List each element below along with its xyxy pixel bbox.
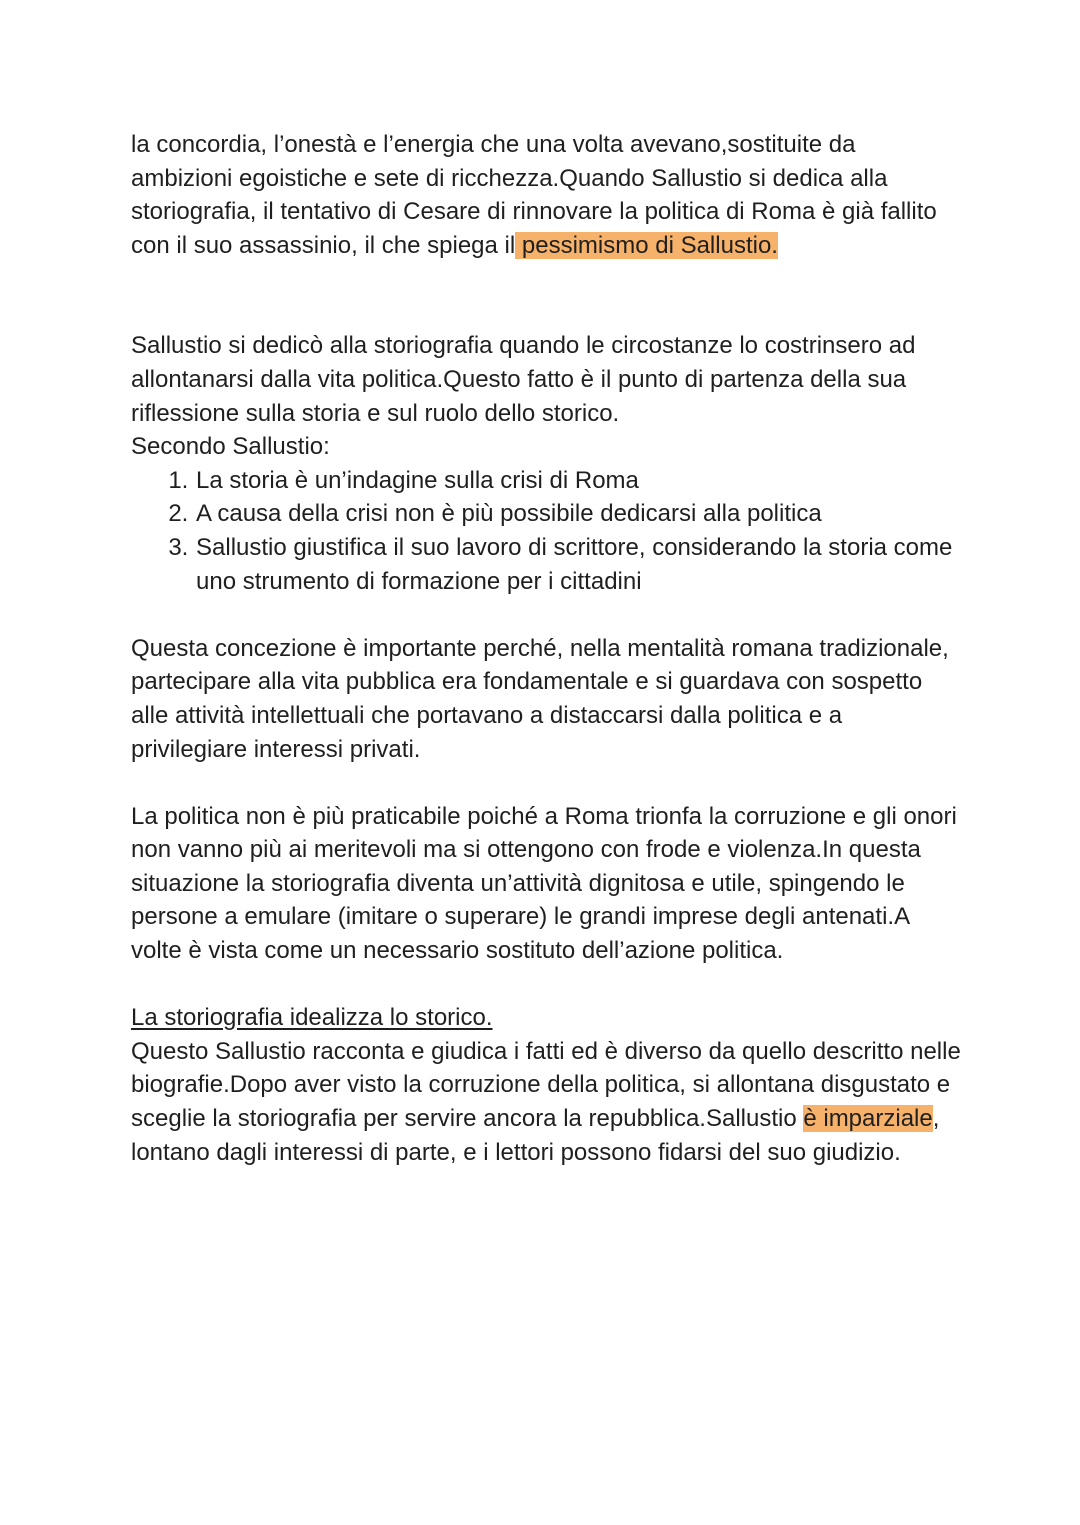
spacer <box>131 766 961 800</box>
highlight-pessimismo: pessimismo di Sallustio. <box>515 231 778 259</box>
highlight-imparziale: è imparziale <box>803 1105 933 1133</box>
paragraph-2: Sallustio si dedicò alla storiografia quando le circostanze lo costrinsero ad allontanarsi dalla vita politica.Questo fatto è il punto di partenza della sua riflessione sulla storia e sul ruolo dello storico. <box>131 332 916 427</box>
section-heading: La storiografia idealizza lo storico. <box>131 1004 493 1032</box>
list-item: 2. A causa della crisi non è più possibile dedicarsi alla politica <box>195 497 961 531</box>
paragraph-3: Questa concezione è importante perché, nella mentalità romana tradizionale, partecipare alla vita pubblica era fondamentale e si guardava con sospetto alle attività intellettuali che portavano a distaccarsi dalla politica e a privilegiare interessi privati. <box>131 634 949 763</box>
paragraph-4: La politica non è più praticabile poiché a Roma trionfa la corruzione e gli onori non vanno più ai meritevoli ma si ottengono con frode e violenza.In questa situazione la storiografia diventa un’attività dignitosa e utile, spingendo le persone a emulare (imitare o superare) le grandi imprese degli antenati.A volte è vista come un necessario sostituto dell’azione politica. <box>131 802 957 965</box>
spacer <box>131 262 961 329</box>
numbered-list <box>131 464 961 598</box>
list-item: 3. Sallustio giustifica il suo lavoro di scrittore, considerando la storia come uno strumento di formazione per i cittadini <box>195 531 961 598</box>
document-body <box>131 128 961 1169</box>
paragraph-1-text: la concordia, l’onestà e l’energia che una volta avevano,sostituite da ambizioni egoistiche e sete di ricchezza.Quando Sallustio si dedica alla storiografia, il tentativo di Cesare di rinnovare la politica di Roma è già fallito con il suo assassinio, il che spiega il <box>131 131 937 259</box>
paragraph-5-text-before: Questo Sallustio racconta e giudica i fatti ed è diverso da quello descritto nelle biografie.Dopo aver visto la corruzione della politica, si allontana disgustato e sceglie la storiografia per servire ancora la repubblica.Sallustio <box>131 1037 961 1133</box>
paragraph-5 <box>131 1035 961 1169</box>
list-item: 1. La storia è un’indagine sulla crisi di Roma <box>195 464 961 498</box>
paragraph-1 <box>131 128 961 262</box>
paragraph-5-text-after: , lontano dagli interessi di parte, e i lettori possono fidarsi del suo giudizio. <box>131 1105 940 1166</box>
spacer <box>131 968 961 1002</box>
list-intro: Secondo Sallustio: <box>131 433 330 461</box>
spacer <box>131 598 961 632</box>
